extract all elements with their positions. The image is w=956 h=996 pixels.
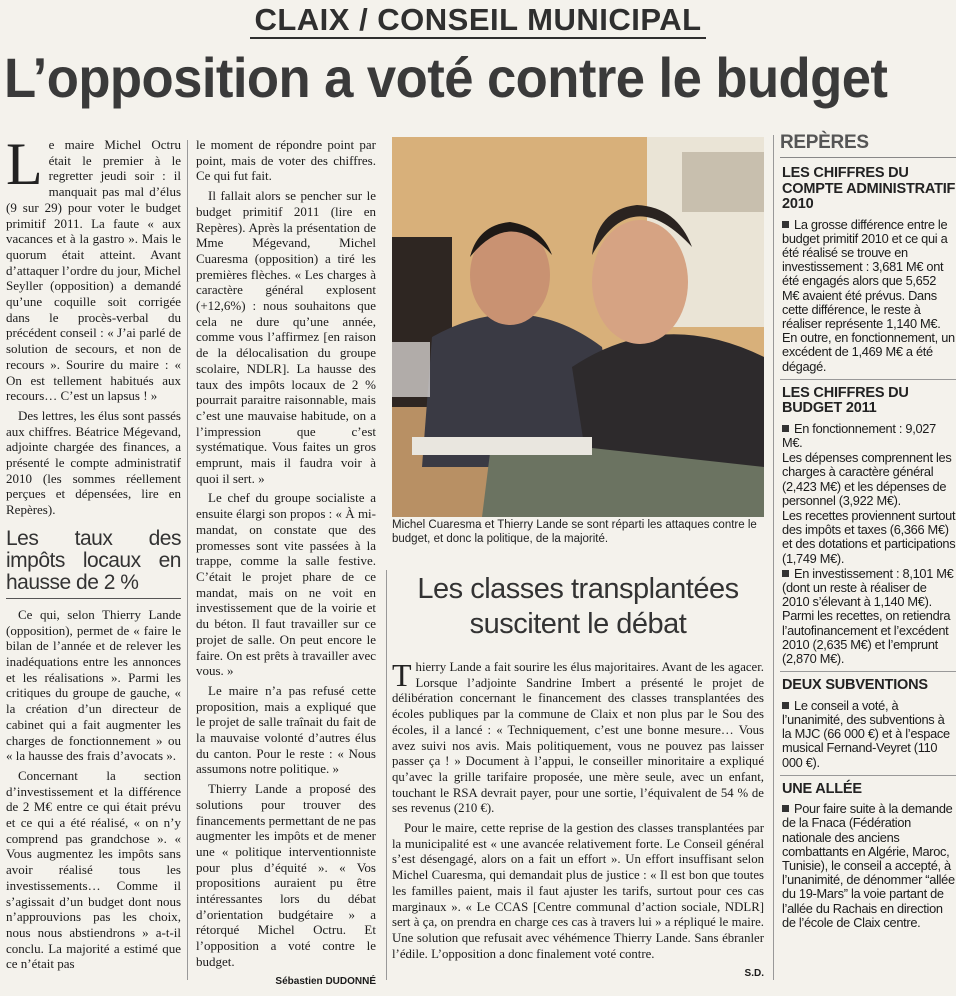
sidebar-title: UNE ALLÉE (782, 780, 862, 797)
bullet-icon (782, 805, 789, 812)
article-signature: S.D. (744, 968, 764, 980)
secondary-article (392, 657, 764, 982)
sidebar-text: La grosse différence entre le budget primitif 2010 et ce qui a été réalisé se trouve en investissement : 3,681 M€ ont été engagés alors que 5,652 M€ avaient été prévus. Dans cette différence, le reste à réaliser représente 1,140 M€. En outre, en fonctionnement, un excédent de 1,469 M€ a été dégagé. (782, 216, 955, 374)
sidebar-text: Le conseil a voté, à l’unanimité, des subventions à la MJC (66 000 €) et à l’espace musical Fernand-Veyret (110 000 €). (782, 697, 950, 770)
sidebar-section (780, 386, 956, 672)
bullet-icon (782, 221, 789, 228)
photo-caption: Michel Cuaresma et Thierry Lande se sont réparti les attaques contre le budget, et donc la politique, de la majorité. (392, 519, 757, 545)
bullet-icon (782, 702, 789, 709)
sidebar-title: LES CHIFFRES DU COMPTE ADMINISTRATIF 2010 (782, 165, 956, 212)
section-kicker: CLAIX / CONSEIL MUNICIPAL (0, 2, 956, 38)
article-signature: Sébastien DUDONNÉ (275, 975, 376, 987)
article-paragraph: Le chef du groupe socialiste a ensuite élargi son propos : « À mi-mandat, on constate que des promesses sont vite passées à la trappe, comme la salle festive. C’était le projet phare de ce mandat, mais on ne voit en investissement que de la voirie et du béton. Il faut travailler sur ce projet de salle. On peut encore le faire. On est prêts à travailler avec vous. » (196, 490, 376, 679)
sidebar-section (780, 678, 956, 776)
article-paragraph: Le maire n’a pas refusé cette proposition, mais a expliqué que le projet de salle traînait du fait de la mauvaise volonté d’autres élus du canton. Pour le reste : « Nous assumons notre politique. » (196, 682, 376, 777)
column-divider (386, 570, 387, 980)
sidebar-text: En fonctionnement : 9,027 M€. (782, 420, 936, 450)
drop-cap: L (6, 131, 43, 197)
sidebar-kicker: REPÈRES (780, 132, 956, 158)
drop-cap: T (392, 657, 412, 693)
sidebar-text: Les recettes proviennent surtout des impôts et taxes (6,366 M€) et des dotations et participations (1,749 M€). (782, 507, 956, 566)
bullet-icon (782, 570, 789, 577)
news-photo (392, 137, 764, 517)
article-paragraph: Concernant la section d’investissement et la différence de 2 M€ entre ce qui était prévu et ce qui a été réalisé, « on n’y comprend pas grandchose ». « Vous augmentez les impôts sans avoir réalisé tous les investissements… Comme il s’agissait d’un budget dont nous n’approuvions pas les choix, nous nous abstiendrons » a-t-il conclu. La majorité a estimé que ce n’était pas (6, 767, 181, 972)
sidebar-text: En investissement : 8,101 M€ (dont un reste à réaliser de 2010 s’élevant à 1,140 M€). Parmi les recettes, on retiendra l’autofinancement et l’excédent 2010 (2,635 M€) et l’emprunt (2,870 M€). (782, 565, 954, 666)
sidebar-title: LES CHIFFRES DU BUDGET 2011 (782, 384, 909, 417)
bullet-icon (782, 425, 789, 432)
article-paragraph: Pour le maire, cette reprise de la gestion des classes transplantées par la municipalité est « une avancée relativement forte. Le Conseil général s’est désengagé, alors on a fait un effort ». Un effort insuffisant selon Michel Cuaresma, qui demandait plus de justice : « Il est bon que toutes les familles paient, mais il faut ajuster les tarifs, surtout pour ces cas marginaux ». « Le CCAS [Centre communal d’action sociale, NDLR] sert à ça, on prendra en charge ces cas à travers lui » a répliqué le maire. Une solution que refusait avec véhémence Thierry Lande. Sans ébranler l’édile. L’opposition a donc finalement voté contre. (392, 821, 764, 961)
article-paragraph: Ce qui, selon Thierry Lande (opposition), permet de « faire le bilan de l’année et de relever les inadéquations entre les annonces et les réalisations ». Parmi les critiques du groupe de gauche, « la création d’un directeur de cabinet qui a fait augmenter les charges de fonctionnement » ou « la hausse des frais d’avocats ». (6, 606, 181, 764)
sidebar-title: DEUX SUBVENTIONS (782, 677, 928, 694)
secondary-headline: Les classes transplantées suscitent le débat (417, 573, 739, 640)
sidebar-text: Les dépenses comprennent les charges à caractère général (2,423 M€) et les dépenses de personnel (3,922 M€). (782, 450, 952, 508)
sidebar-section (780, 782, 956, 930)
headline: L’opposition a voté contre le budget (4, 46, 888, 109)
sidebar-text: Pour faire suite à la demande de la Fnaca (Fédération nationale des anciens combattants en Algérie, Maroc, Tunisie), le conseil a accepté, à l’unanimité, de dénommer “allée du 19-Mars” la voie partant de l’allée du Rachais en direction de l’école de Claix centre. (782, 801, 955, 930)
article-paragraph: Il fallait alors se pencher sur le budget primitif 2011 (lire en Repères). Après la présentation de Mme Mégevand, Michel Cuaresma (opposition) a tiré les premières flèches. « Les charges à caractère général explosent (+12,6%) : nous souhaitons que cela ne dure qu’une année, comme vous l’affirmez [en raison de la délocalisation du groupe scolaire, NDLR]. La hausse des taux des impôts locaux de 2 % pourrait paraitre raisonnable, mais c’est une mauvaise habitude, on a l’impression que c’est systématique. Vous faites un gros emprunt, mais il faudra voir à quoi il sert. » (196, 188, 376, 486)
article-subhead: Les taux des impôts locaux en hausse de 2 % (6, 528, 181, 599)
article-paragraph: Thierry Lande a fait sourire les élus majoritaires. Avant de les agacer. Lorsque l’adjointe Sandrine Imbert a présenté le projet de délibération concernant le financement des classes transplantées des écoles publiques par la commune de Claix et non plus par le Sou des écoles, il a lancé : « Techniquement, c’est une bonne mesure… Vous avez suivi nos avis. Mais politiquement, vous ne pouvez pas laisser passer ça ! » Document à l’appui, le conseiller minoritaire a expliqué qu’avec la grille tarifaire proposée, une mère seule, avec un enfant, touchant le RSA devrait payer, pour une sortie, l’équivalent de 54 % de ses revenus (210 €). (392, 657, 764, 816)
article-paragraph: le moment de répondre point par point, mais de voter des chiffres. Ce qui fut fait. (196, 137, 376, 184)
article-paragraph: Des lettres, les élus sont passés aux chiffres. Béatrice Mégevand, adjointe chargée des finances, a présenté le compte administratif 2010 (les sommes réellement perçues et dépensées, lire en Repères). (6, 407, 181, 518)
article-column-1 (6, 131, 181, 976)
sidebar-section (780, 166, 956, 380)
column-divider (773, 135, 774, 980)
article-paragraph: Thierry Lande a proposé des solutions pour trouver des financements permettant de ne pas augmenter les impôts et de mener une « politique interventionniste pour plus d’équité ». « Vos propositions auraient pu être intéressantes lors du débat d’orientation budgétaire » a rétorqué Michel Octru. Et l’opposition a voté contre le budget. (196, 781, 376, 969)
reperes-sidebar (780, 132, 956, 931)
article-paragraph: Le maire Michel Octru était le premier à le regretter jeudi soir : il manquait pas mal d’élus (9 sur 29) pour voter le budget primitif 2011. La faute « aux vacances et à la gastro ». Mais le quorum était atteint. Avant d’attaquer l’ordre du jour, Michel Seyller (opposition) a demandé qu’une coquille soit corrigée dans le procès-verbal du précédent conseil : « J’ai parlé de solution de secours, et non de recours ». Sourire du maire : « On est tellement habitués aux recours… C’est un lapsus ! » (6, 131, 181, 404)
column-divider (187, 140, 188, 980)
article-column-2 (196, 137, 376, 989)
photo-illustration (392, 137, 764, 517)
